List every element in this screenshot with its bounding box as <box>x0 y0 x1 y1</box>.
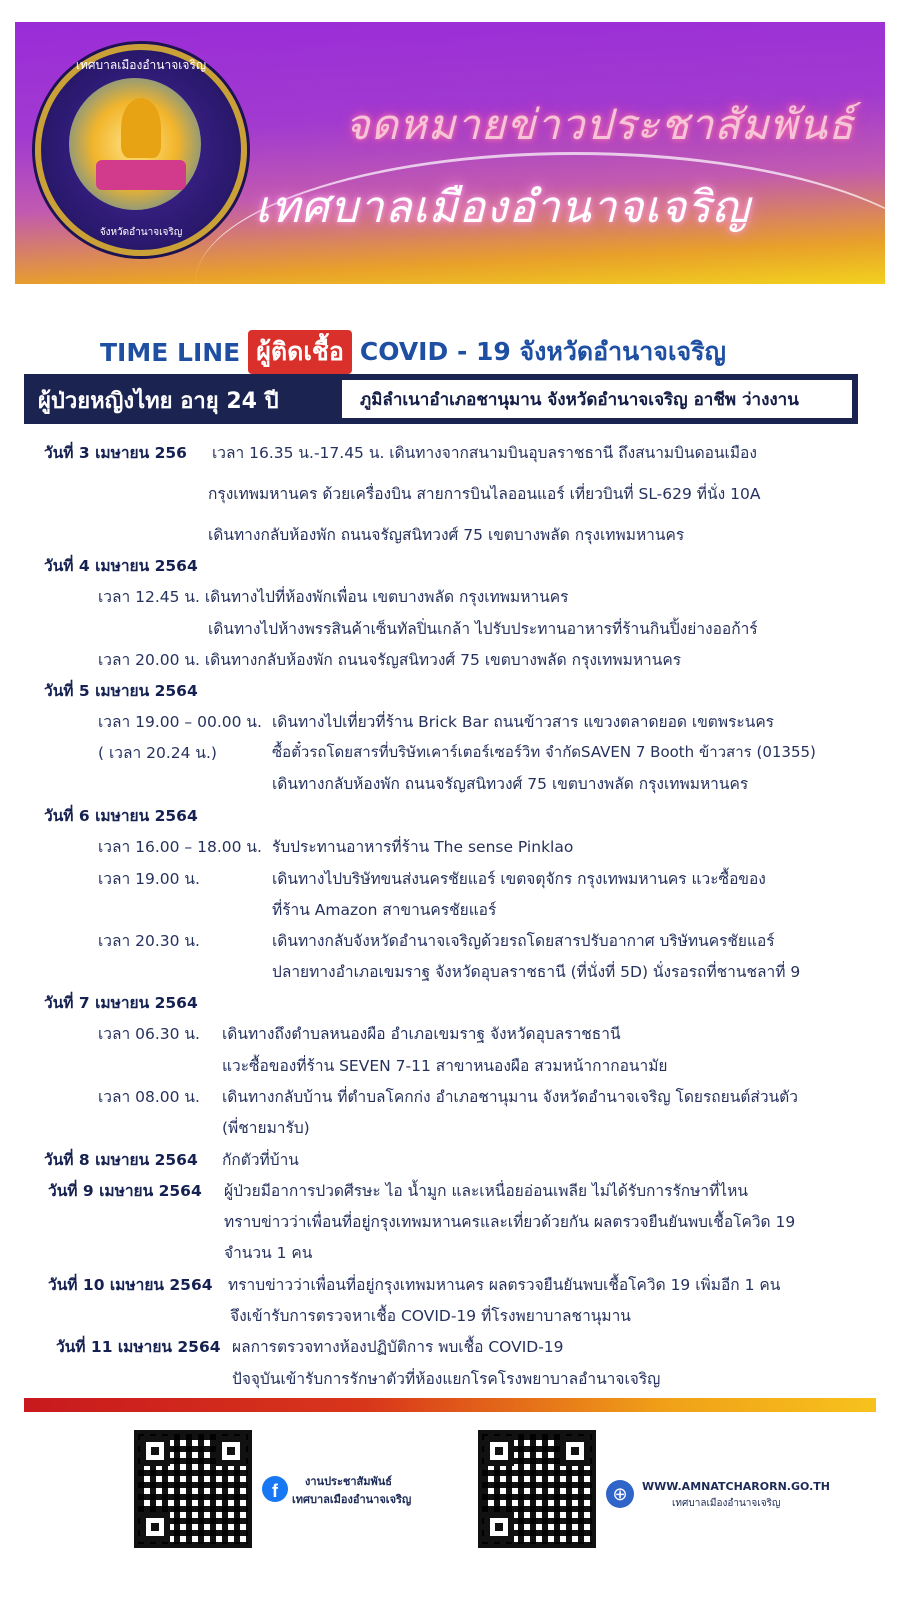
timeline-entry: เวลา 20.00 น. เดินทางกลับห้องพัก ถนนจรัญสนิทวงศ์ 75 เขตบางพลัด กรุงเทพมหานคร <box>98 651 682 669</box>
title-suffix: COVID - 19 จังหวัดอำนาจเจริญ <box>359 337 726 366</box>
timeline-time: เวลา 19.00 – 00.00 น. <box>98 713 262 731</box>
timeline-entry: ผลการตรวจทางห้องปฏิบัติการ พบเชื้อ COVID-19 <box>232 1338 564 1356</box>
qr-corner <box>484 1436 514 1466</box>
timeline-entry: เดินทางไปเที่ยวที่ร้าน Brick Bar ถนนข้าวสาร แขวงตลาดยอด เขตพระนคร <box>272 713 775 731</box>
lotus-base-icon <box>96 160 186 190</box>
timeline-time: เวลา 19.00 น. <box>98 870 200 888</box>
timeline-entry: ซื้อตั๋วรถโดยสารที่บริษัทเคาร์เตอร์เซอร์วิท จำกัดSAVEN 7 Booth ข้าวสาร (01355) <box>272 743 816 761</box>
website-qr-code[interactable] <box>478 1430 596 1548</box>
patient-label: ผู้ป่วยหญิงไทย อายุ 24 ปี <box>38 389 279 414</box>
timeline-date: วันที่ 8 เมษายน 2564 <box>44 1151 198 1169</box>
website-subtitle: เทศบาลเมืองอำนาจเจริญ <box>672 1498 781 1509</box>
timeline-entry: เดินทางกลับจังหวัดอำนาจเจริญด้วยรถโดยสารปรับอากาศ บริษัทนครชัยแอร์ <box>272 932 775 950</box>
title-prefix: TIME LINE <box>100 337 241 367</box>
timeline-time: เวลา 20.30 น. <box>98 932 200 950</box>
seal-top-text: เทศบาลเมืองอำนาจเจริญ <box>75 58 207 72</box>
timeline-date: วันที่ 6 เมษายน 2564 <box>44 807 198 825</box>
timeline-entry: ทราบข่าวว่าเพื่อนที่อยู่กรุงเทพมหานครและเที่ยวด้วยกัน ผลตรวจยืนยันพบเชื้อโควิด 19 <box>224 1213 796 1231</box>
qr-corner <box>216 1436 246 1466</box>
timeline-time: ( เวลา 20.24 น.) <box>98 744 217 762</box>
website-url[interactable]: WWW.AMNATCHARORN.GO.TH <box>642 1480 831 1493</box>
timeline-time: เวลา 06.30 น. <box>98 1025 200 1043</box>
timeline-entry: รับประทานอาหารที่ร้าน The sense Pinklao <box>272 838 574 856</box>
facebook-page-subtitle: เทศบาลเมืองอำนาจเจริญ <box>292 1493 412 1506</box>
timeline-entry: ทราบข่าวว่าเพื่อนที่อยู่กรุงเทพมหานคร ผลตรวจยืนยันพบเชื้อโควิด 19 เพิ่มอีก 1 คน <box>228 1276 781 1294</box>
timeline-date: วันที่ 3 เมษายน 256 <box>44 444 187 462</box>
timeline-entry: กักตัวที่บ้าน <box>222 1151 299 1169</box>
patient-detail: ภูมิลำเนาอำเภอชานุมาน จังหวัดอำนาจเจริญ อาชีพ ว่างงาน <box>342 380 852 418</box>
timeline-entry: แวะซื้อของที่ร้าน SEVEN 7-11 สาขาหนองผือ สวมหน้ากากอนามัย <box>222 1057 668 1075</box>
timeline-time: เวลา 16.00 – 18.00 น. <box>98 838 262 856</box>
timeline-entry: จำนวน 1 คน <box>224 1244 313 1262</box>
timeline-entry: กรุงเทพมหานคร ด้วยเครื่องบิน สายการบินไลออนแอร์ เที่ยวบินที่ SL-629 ที่นั่ง 10A <box>208 485 761 503</box>
timeline-date: วันที่ 10 เมษายน 2564 <box>48 1276 213 1294</box>
facebook-page-name[interactable]: งานประชาสัมพันธ์ <box>305 1475 392 1488</box>
timeline-entry: ที่ร้าน Amazon สาขานครชัยแอร์ <box>272 901 497 919</box>
buddha-icon <box>121 98 161 158</box>
qr-corner <box>140 1436 170 1466</box>
seal-bottom-text: จังหวัดอำนาจเจริญ <box>99 227 183 238</box>
timeline-entry: เดินทางกลับห้องพัก ถนนจรัญสนิทวงศ์ 75 เขตบางพลัด กรุงเทพมหานคร <box>208 526 685 544</box>
banner-title-line1: จดหมายข่าวประชาสัมพันธ์ <box>345 100 855 149</box>
timeline-entry: เดินทางกลับบ้าน ที่ตำบลโคกก่ง อำเภอชานุมาน จังหวัดอำนาจเจริญ โดยรถยนต์ส่วนตัว <box>222 1088 798 1106</box>
timeline-entry: ปัจจุบันเข้ารับการรักษาตัวที่ห้องแยกโรคโรงพยาบาลอำนาจเจริญ <box>232 1370 661 1388</box>
timeline-entry: เวลา 12.45 น. เดินทางไปที่ห้องพักเพื่อน เขตบางพลัด กรุงเทพมหานคร <box>98 588 569 606</box>
banner-title-line2: เทศบาลเมืองอำนาจเจริญ <box>255 182 751 233</box>
timeline-time: เวลา 08.00 น. <box>98 1088 200 1106</box>
facebook-icon: f <box>262 1476 288 1502</box>
timeline-entry: จึงเข้ารับการตรวจหาเชื้อ COVID-19 ที่โรงพยาบาลชานุมาน <box>230 1307 631 1325</box>
title-tag: ผู้ติดเชื้อ <box>248 330 352 374</box>
qr-corner <box>140 1512 170 1542</box>
timeline-entry: (พี่ชายมารับ) <box>222 1119 310 1137</box>
qr-corner <box>484 1512 514 1542</box>
timeline-date: วันที่ 9 เมษายน 2564 <box>48 1182 202 1200</box>
timeline-entry: เดินทางกลับห้องพัก ถนนจรัญสนิทวงศ์ 75 เขตบางพลัด กรุงเทพมหานคร <box>272 775 749 793</box>
timeline-entry: ปลายทางอำเภอเขมราฐ จังหวัดอุบลราชธานี (ที่นั่งที่ 5D) นั่งรอรถที่ชานชลาที่ 9 <box>272 963 801 981</box>
timeline-date: วันที่ 5 เมษายน 2564 <box>44 682 198 700</box>
page-title <box>100 330 726 374</box>
timeline-entry: เวลา 16.35 น.-17.45 น. เดินทางจากสนามบินอุบลราชธานี ถึงสนามบินดอนเมือง <box>212 444 757 462</box>
header-banner <box>15 22 885 284</box>
timeline-date: วันที่ 7 เมษายน 2564 <box>44 994 198 1012</box>
timeline-date: วันที่ 4 เมษายน 2564 <box>44 557 198 575</box>
footer-stripe <box>24 1398 876 1412</box>
globe-icon: ⊕ <box>606 1480 634 1508</box>
footer <box>0 1412 900 1600</box>
timeline-date: วันที่ 11 เมษายน 2564 <box>56 1338 221 1356</box>
patient-bar <box>24 374 858 424</box>
qr-corner <box>560 1436 590 1466</box>
municipality-seal <box>35 44 247 256</box>
timeline-entry: เดินทางถึงตำบลหนองผือ อำเภอเขมราฐ จังหวัดอุบลราชธานี <box>222 1025 621 1043</box>
timeline-entry: ผู้ป่วยมีอาการปวดศีรษะ ไอ น้ำมูก และเหนื่อยอ่อนเพลีย ไม่ได้รับการรักษาที่ไหน <box>224 1182 748 1200</box>
facebook-qr-code[interactable] <box>134 1430 252 1548</box>
timeline-entry: เดินทางไปบริษัทขนส่งนครชัยแอร์ เขตจตุจักร กรุงเทพมหานคร แวะซื้อของ <box>272 870 766 888</box>
timeline-entry: เดินทางไปห้างพรรสินค้าเซ็นทัลปิ่นเกล้า ไปรับประทานอาหารที่ร้านกินปิ้งย่างออก้าร์ <box>208 620 758 638</box>
